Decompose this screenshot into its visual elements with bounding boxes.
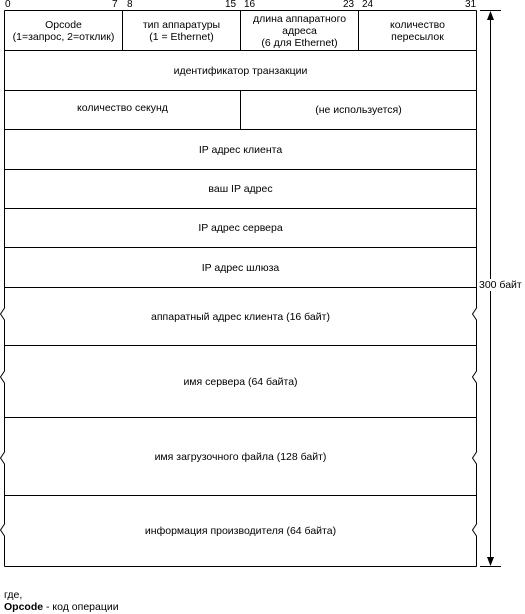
server-ip-field: IP адрес сервера [198, 222, 283, 234]
total-size-label: 300 байт [479, 279, 522, 291]
hardware-type-value: (1 = Ethernet) [149, 30, 214, 43]
bit-number-31: 31 [465, 0, 477, 10]
legend-opcode [4, 601, 119, 613]
hops-field [359, 11, 476, 50]
bit-number-23: 23 [343, 0, 355, 10]
vendor-info-field: информация производителя (64 байта) [144, 525, 337, 537]
boot-file-name-field: имя загрузочного файла (128 байт) [154, 450, 327, 463]
bit-number-24: 24 [362, 0, 374, 10]
bit-number-7: 7 [112, 0, 118, 10]
client-hardware-address-field: аппаратный адрес клиента (16 байт) [151, 310, 330, 323]
unused-field: (не используется) [315, 104, 402, 116]
server-name-field: имя сервера (64 байта) [183, 375, 298, 388]
hardware-length-value: (6 для Ethernet) [261, 36, 338, 49]
legend-where: где, [4, 589, 23, 601]
left-border [1, 11, 5, 567]
transaction-id-field: идентификатор транзакции [173, 64, 308, 77]
opcode-values: (1=запрос, 2=отклик) [12, 30, 115, 43]
hardware-length-field [241, 11, 358, 50]
hops-label-2: пересылок [391, 30, 444, 43]
bit-number-16: 16 [244, 0, 256, 10]
bit-number-8: 8 [127, 0, 133, 10]
seconds-field: количество секунд [77, 102, 168, 114]
opcode-label: Opcode [45, 18, 82, 31]
arrow-up-icon [487, 11, 494, 20]
gateway-ip-field: IP адрес шлюза [201, 261, 280, 274]
hardware-length-label-1: длина аппаратного [252, 12, 347, 25]
bit-number-15: 15 [225, 0, 237, 10]
legend-definition: - код операции [43, 601, 119, 613]
hardware-length-label-2: адреса [282, 24, 317, 37]
hops-label-1: количество [390, 18, 445, 31]
arrow-down-icon [487, 557, 494, 566]
client-ip-field: IP адрес клиента [198, 143, 283, 156]
opcode-field [5, 11, 122, 50]
legend-term: Opcode [4, 601, 44, 613]
hardware-type-label: тип аппаратуры [142, 18, 221, 31]
hardware-type-field [123, 11, 240, 50]
bit-number-0: 0 [5, 0, 11, 10]
your-ip-field: ваш IP адрес [208, 183, 273, 195]
